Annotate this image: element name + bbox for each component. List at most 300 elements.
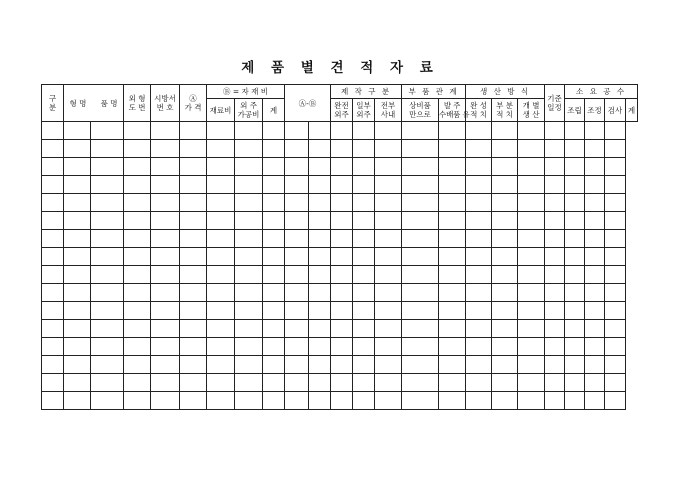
table-cell[interactable] xyxy=(331,140,353,158)
table-cell[interactable] xyxy=(353,158,375,176)
table-cell[interactable] xyxy=(235,140,263,158)
table-cell[interactable] xyxy=(466,176,492,194)
table-cell[interactable] xyxy=(42,194,64,212)
table-cell[interactable] xyxy=(585,302,605,320)
table-cell[interactable] xyxy=(466,356,492,374)
table-cell[interactable] xyxy=(207,140,235,158)
table-cell[interactable] xyxy=(585,356,605,374)
table-cell[interactable] xyxy=(466,122,492,140)
table-cell[interactable] xyxy=(64,266,91,284)
table-cell[interactable] xyxy=(180,302,207,320)
table-cell[interactable] xyxy=(151,374,180,392)
table-cell[interactable] xyxy=(124,392,151,410)
table-cell[interactable] xyxy=(207,320,235,338)
table-cell[interactable] xyxy=(235,374,263,392)
table-cell[interactable] xyxy=(605,320,626,338)
table-cell[interactable] xyxy=(235,158,263,176)
table-cell[interactable] xyxy=(331,320,353,338)
table-cell[interactable] xyxy=(180,374,207,392)
table-cell[interactable] xyxy=(439,140,466,158)
table-cell[interactable] xyxy=(285,320,309,338)
table-cell[interactable] xyxy=(605,248,626,266)
table-cell[interactable] xyxy=(492,284,518,302)
table-cell[interactable] xyxy=(309,176,331,194)
table-cell[interactable] xyxy=(545,356,565,374)
table-cell[interactable] xyxy=(545,392,565,410)
table-cell[interactable] xyxy=(309,248,331,266)
table-cell[interactable] xyxy=(263,320,285,338)
table-cell[interactable] xyxy=(353,248,375,266)
table-cell[interactable] xyxy=(235,392,263,410)
table-cell[interactable] xyxy=(235,194,263,212)
table-cell[interactable] xyxy=(42,248,64,266)
table-cell[interactable] xyxy=(545,266,565,284)
table-cell[interactable] xyxy=(331,194,353,212)
table-cell[interactable] xyxy=(585,194,605,212)
table-cell[interactable] xyxy=(91,140,124,158)
table-cell[interactable] xyxy=(402,374,439,392)
table-cell[interactable] xyxy=(263,284,285,302)
table-cell[interactable] xyxy=(439,266,466,284)
table-cell[interactable] xyxy=(402,140,439,158)
table-cell[interactable] xyxy=(207,302,235,320)
table-cell[interactable] xyxy=(439,374,466,392)
table-cell[interactable] xyxy=(42,302,64,320)
table-cell[interactable] xyxy=(151,194,180,212)
table-cell[interactable] xyxy=(439,212,466,230)
table-cell[interactable] xyxy=(64,356,91,374)
table-cell[interactable] xyxy=(235,356,263,374)
table-cell[interactable] xyxy=(439,248,466,266)
table-cell[interactable] xyxy=(466,284,492,302)
table-cell[interactable] xyxy=(585,392,605,410)
table-cell[interactable] xyxy=(263,176,285,194)
table-cell[interactable] xyxy=(309,320,331,338)
table-cell[interactable] xyxy=(375,284,402,302)
table-cell[interactable] xyxy=(375,302,402,320)
table-cell[interactable] xyxy=(151,392,180,410)
table-cell[interactable] xyxy=(565,248,585,266)
table-cell[interactable] xyxy=(285,176,309,194)
table-cell[interactable] xyxy=(331,266,353,284)
table-cell[interactable] xyxy=(309,140,331,158)
table-cell[interactable] xyxy=(207,374,235,392)
table-cell[interactable] xyxy=(375,356,402,374)
table-cell[interactable] xyxy=(518,122,545,140)
table-cell[interactable] xyxy=(124,248,151,266)
table-cell[interactable] xyxy=(466,320,492,338)
table-cell[interactable] xyxy=(565,374,585,392)
table-cell[interactable] xyxy=(64,212,91,230)
table-cell[interactable] xyxy=(285,230,309,248)
table-cell[interactable] xyxy=(585,140,605,158)
table-cell[interactable] xyxy=(585,158,605,176)
table-cell[interactable] xyxy=(91,248,124,266)
table-cell[interactable] xyxy=(151,266,180,284)
table-cell[interactable] xyxy=(263,140,285,158)
table-cell[interactable] xyxy=(151,302,180,320)
table-cell[interactable] xyxy=(180,356,207,374)
table-cell[interactable] xyxy=(124,266,151,284)
table-cell[interactable] xyxy=(331,212,353,230)
table-cell[interactable] xyxy=(439,356,466,374)
table-cell[interactable] xyxy=(91,374,124,392)
table-cell[interactable] xyxy=(439,284,466,302)
table-cell[interactable] xyxy=(180,392,207,410)
table-cell[interactable] xyxy=(207,158,235,176)
table-cell[interactable] xyxy=(402,158,439,176)
table-cell[interactable] xyxy=(492,320,518,338)
table-cell[interactable] xyxy=(518,284,545,302)
table-cell[interactable] xyxy=(42,140,64,158)
table-cell[interactable] xyxy=(492,194,518,212)
table-cell[interactable] xyxy=(285,392,309,410)
table-cell[interactable] xyxy=(402,230,439,248)
table-cell[interactable] xyxy=(466,140,492,158)
table-cell[interactable] xyxy=(263,266,285,284)
table-cell[interactable] xyxy=(565,338,585,356)
table-cell[interactable] xyxy=(518,266,545,284)
table-cell[interactable] xyxy=(180,284,207,302)
table-cell[interactable] xyxy=(402,248,439,266)
table-cell[interactable] xyxy=(565,266,585,284)
table-cell[interactable] xyxy=(331,158,353,176)
table-cell[interactable] xyxy=(151,122,180,140)
table-cell[interactable] xyxy=(42,320,64,338)
table-cell[interactable] xyxy=(375,176,402,194)
table-cell[interactable] xyxy=(331,392,353,410)
table-cell[interactable] xyxy=(207,194,235,212)
table-cell[interactable] xyxy=(402,302,439,320)
table-cell[interactable] xyxy=(518,320,545,338)
table-cell[interactable] xyxy=(439,320,466,338)
table-cell[interactable] xyxy=(585,230,605,248)
table-cell[interactable] xyxy=(605,374,626,392)
table-cell[interactable] xyxy=(207,212,235,230)
table-cell[interactable] xyxy=(466,392,492,410)
table-cell[interactable] xyxy=(91,320,124,338)
table-cell[interactable] xyxy=(263,392,285,410)
table-cell[interactable] xyxy=(545,374,565,392)
table-cell[interactable] xyxy=(402,356,439,374)
table-cell[interactable] xyxy=(42,374,64,392)
table-cell[interactable] xyxy=(64,320,91,338)
table-cell[interactable] xyxy=(124,212,151,230)
table-cell[interactable] xyxy=(309,158,331,176)
table-cell[interactable] xyxy=(402,320,439,338)
table-cell[interactable] xyxy=(64,194,91,212)
table-cell[interactable] xyxy=(180,212,207,230)
table-cell[interactable] xyxy=(309,284,331,302)
table-cell[interactable] xyxy=(518,230,545,248)
table-cell[interactable] xyxy=(180,122,207,140)
table-cell[interactable] xyxy=(235,176,263,194)
table-cell[interactable] xyxy=(565,212,585,230)
table-cell[interactable] xyxy=(375,158,402,176)
table-cell[interactable] xyxy=(42,212,64,230)
table-cell[interactable] xyxy=(375,374,402,392)
table-cell[interactable] xyxy=(518,356,545,374)
table-cell[interactable] xyxy=(42,122,64,140)
table-cell[interactable] xyxy=(353,122,375,140)
table-cell[interactable] xyxy=(91,158,124,176)
table-cell[interactable] xyxy=(375,122,402,140)
table-cell[interactable] xyxy=(331,122,353,140)
table-cell[interactable] xyxy=(64,122,91,140)
table-cell[interactable] xyxy=(565,320,585,338)
table-cell[interactable] xyxy=(466,302,492,320)
table-cell[interactable] xyxy=(545,302,565,320)
table-cell[interactable] xyxy=(207,284,235,302)
table-cell[interactable] xyxy=(605,140,626,158)
table-cell[interactable] xyxy=(42,356,64,374)
table-cell[interactable] xyxy=(605,230,626,248)
table-cell[interactable] xyxy=(605,212,626,230)
table-cell[interactable] xyxy=(585,212,605,230)
table-cell[interactable] xyxy=(585,374,605,392)
table-cell[interactable] xyxy=(331,230,353,248)
table-cell[interactable] xyxy=(42,266,64,284)
table-cell[interactable] xyxy=(492,122,518,140)
table-cell[interactable] xyxy=(492,248,518,266)
table-cell[interactable] xyxy=(180,266,207,284)
table-cell[interactable] xyxy=(207,356,235,374)
table-cell[interactable] xyxy=(492,302,518,320)
table-cell[interactable] xyxy=(285,248,309,266)
table-cell[interactable] xyxy=(124,338,151,356)
table-cell[interactable] xyxy=(124,176,151,194)
table-cell[interactable] xyxy=(42,176,64,194)
table-cell[interactable] xyxy=(402,338,439,356)
table-cell[interactable] xyxy=(466,158,492,176)
table-cell[interactable] xyxy=(402,266,439,284)
table-cell[interactable] xyxy=(91,392,124,410)
table-cell[interactable] xyxy=(124,194,151,212)
table-cell[interactable] xyxy=(585,122,605,140)
table-cell[interactable] xyxy=(91,176,124,194)
table-cell[interactable] xyxy=(545,194,565,212)
table-cell[interactable] xyxy=(180,158,207,176)
table-cell[interactable] xyxy=(42,338,64,356)
table-cell[interactable] xyxy=(309,212,331,230)
table-cell[interactable] xyxy=(285,158,309,176)
table-cell[interactable] xyxy=(235,212,263,230)
table-cell[interactable] xyxy=(180,248,207,266)
table-cell[interactable] xyxy=(285,338,309,356)
table-cell[interactable] xyxy=(353,302,375,320)
table-cell[interactable] xyxy=(545,248,565,266)
table-cell[interactable] xyxy=(439,194,466,212)
table-cell[interactable] xyxy=(91,338,124,356)
table-cell[interactable] xyxy=(605,356,626,374)
table-cell[interactable] xyxy=(402,392,439,410)
table-cell[interactable] xyxy=(545,140,565,158)
table-cell[interactable] xyxy=(331,356,353,374)
table-cell[interactable] xyxy=(375,212,402,230)
table-cell[interactable] xyxy=(545,284,565,302)
table-cell[interactable] xyxy=(151,356,180,374)
table-cell[interactable] xyxy=(263,356,285,374)
table-cell[interactable] xyxy=(585,248,605,266)
table-cell[interactable] xyxy=(492,176,518,194)
table-cell[interactable] xyxy=(353,284,375,302)
table-cell[interactable] xyxy=(353,194,375,212)
table-cell[interactable] xyxy=(91,266,124,284)
table-cell[interactable] xyxy=(466,230,492,248)
table-cell[interactable] xyxy=(285,140,309,158)
table-cell[interactable] xyxy=(263,158,285,176)
table-cell[interactable] xyxy=(375,320,402,338)
table-cell[interactable] xyxy=(91,284,124,302)
table-cell[interactable] xyxy=(124,122,151,140)
table-cell[interactable] xyxy=(151,338,180,356)
table-cell[interactable] xyxy=(353,356,375,374)
table-cell[interactable] xyxy=(151,176,180,194)
table-cell[interactable] xyxy=(545,158,565,176)
table-cell[interactable] xyxy=(207,176,235,194)
table-cell[interactable] xyxy=(285,356,309,374)
table-cell[interactable] xyxy=(180,338,207,356)
table-cell[interactable] xyxy=(91,230,124,248)
table-cell[interactable] xyxy=(518,248,545,266)
table-cell[interactable] xyxy=(235,338,263,356)
table-cell[interactable] xyxy=(518,338,545,356)
table-cell[interactable] xyxy=(439,338,466,356)
table-cell[interactable] xyxy=(263,374,285,392)
table-cell[interactable] xyxy=(492,158,518,176)
table-cell[interactable] xyxy=(309,392,331,410)
table-cell[interactable] xyxy=(331,176,353,194)
table-cell[interactable] xyxy=(309,122,331,140)
table-cell[interactable] xyxy=(605,302,626,320)
table-cell[interactable] xyxy=(402,194,439,212)
table-cell[interactable] xyxy=(605,122,626,140)
table-cell[interactable] xyxy=(518,302,545,320)
table-cell[interactable] xyxy=(518,374,545,392)
table-cell[interactable] xyxy=(518,194,545,212)
table-cell[interactable] xyxy=(207,122,235,140)
table-cell[interactable] xyxy=(565,176,585,194)
table-cell[interactable] xyxy=(545,176,565,194)
table-cell[interactable] xyxy=(331,338,353,356)
table-cell[interactable] xyxy=(151,284,180,302)
table-cell[interactable] xyxy=(42,230,64,248)
table-cell[interactable] xyxy=(263,122,285,140)
table-cell[interactable] xyxy=(353,392,375,410)
table-cell[interactable] xyxy=(64,176,91,194)
table-cell[interactable] xyxy=(375,266,402,284)
table-cell[interactable] xyxy=(91,356,124,374)
table-cell[interactable] xyxy=(466,212,492,230)
table-cell[interactable] xyxy=(545,320,565,338)
table-cell[interactable] xyxy=(439,158,466,176)
table-cell[interactable] xyxy=(124,356,151,374)
table-cell[interactable] xyxy=(353,320,375,338)
table-cell[interactable] xyxy=(207,248,235,266)
table-cell[interactable] xyxy=(309,374,331,392)
table-cell[interactable] xyxy=(585,338,605,356)
table-cell[interactable] xyxy=(439,230,466,248)
table-cell[interactable] xyxy=(565,302,585,320)
table-cell[interactable] xyxy=(64,302,91,320)
table-cell[interactable] xyxy=(466,266,492,284)
table-cell[interactable] xyxy=(331,374,353,392)
table-cell[interactable] xyxy=(263,194,285,212)
table-cell[interactable] xyxy=(585,176,605,194)
table-cell[interactable] xyxy=(42,284,64,302)
table-cell[interactable] xyxy=(285,374,309,392)
table-cell[interactable] xyxy=(353,212,375,230)
table-cell[interactable] xyxy=(91,122,124,140)
table-cell[interactable] xyxy=(180,194,207,212)
table-cell[interactable] xyxy=(309,356,331,374)
table-cell[interactable] xyxy=(42,392,64,410)
table-cell[interactable] xyxy=(353,338,375,356)
table-cell[interactable] xyxy=(285,266,309,284)
table-cell[interactable] xyxy=(518,392,545,410)
table-cell[interactable] xyxy=(151,248,180,266)
table-cell[interactable] xyxy=(375,392,402,410)
table-cell[interactable] xyxy=(285,302,309,320)
table-cell[interactable] xyxy=(402,284,439,302)
table-cell[interactable] xyxy=(375,230,402,248)
table-cell[interactable] xyxy=(605,284,626,302)
table-cell[interactable] xyxy=(605,176,626,194)
table-cell[interactable] xyxy=(375,194,402,212)
table-cell[interactable] xyxy=(402,212,439,230)
table-cell[interactable] xyxy=(492,374,518,392)
table-cell[interactable] xyxy=(151,212,180,230)
table-cell[interactable] xyxy=(492,212,518,230)
table-cell[interactable] xyxy=(180,230,207,248)
table-cell[interactable] xyxy=(605,392,626,410)
table-cell[interactable] xyxy=(518,140,545,158)
table-cell[interactable] xyxy=(605,194,626,212)
table-cell[interactable] xyxy=(466,194,492,212)
table-cell[interactable] xyxy=(565,140,585,158)
table-cell[interactable] xyxy=(263,338,285,356)
table-cell[interactable] xyxy=(331,302,353,320)
table-cell[interactable] xyxy=(518,212,545,230)
table-cell[interactable] xyxy=(64,230,91,248)
table-cell[interactable] xyxy=(353,374,375,392)
table-cell[interactable] xyxy=(585,284,605,302)
table-cell[interactable] xyxy=(605,266,626,284)
table-cell[interactable] xyxy=(565,122,585,140)
table-cell[interactable] xyxy=(565,194,585,212)
table-cell[interactable] xyxy=(492,392,518,410)
table-cell[interactable] xyxy=(518,176,545,194)
table-cell[interactable] xyxy=(466,338,492,356)
table-cell[interactable] xyxy=(64,284,91,302)
table-cell[interactable] xyxy=(180,176,207,194)
table-cell[interactable] xyxy=(375,248,402,266)
table-cell[interactable] xyxy=(439,176,466,194)
table-cell[interactable] xyxy=(585,320,605,338)
table-cell[interactable] xyxy=(124,230,151,248)
table-cell[interactable] xyxy=(180,320,207,338)
table-cell[interactable] xyxy=(565,284,585,302)
table-cell[interactable] xyxy=(124,320,151,338)
table-cell[interactable] xyxy=(585,266,605,284)
table-cell[interactable] xyxy=(64,248,91,266)
table-cell[interactable] xyxy=(492,230,518,248)
table-cell[interactable] xyxy=(91,302,124,320)
table-cell[interactable] xyxy=(124,158,151,176)
table-cell[interactable] xyxy=(64,374,91,392)
table-cell[interactable] xyxy=(124,374,151,392)
table-cell[interactable] xyxy=(207,338,235,356)
